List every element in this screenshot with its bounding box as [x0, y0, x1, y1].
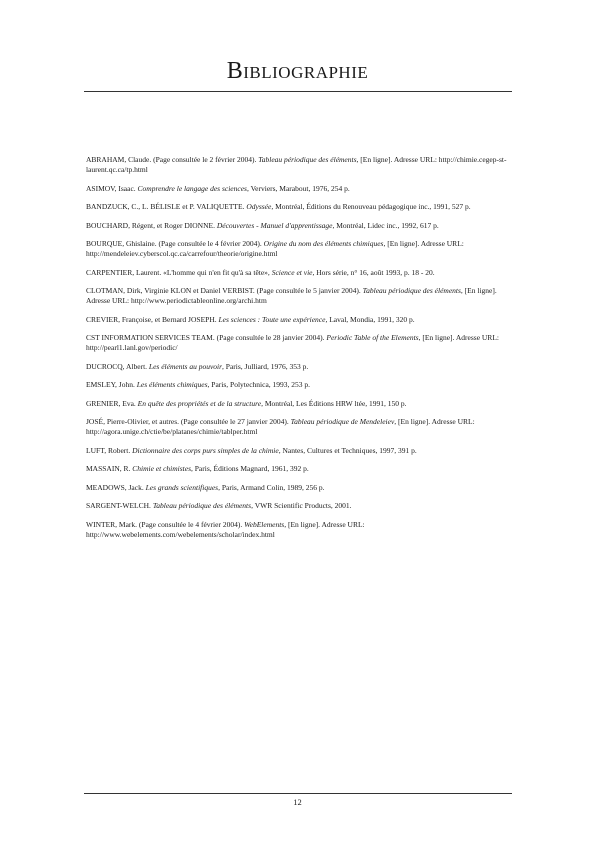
entry-title: Les éléments chimiques — [136, 380, 208, 389]
entry-title: Science et vie — [271, 267, 313, 277]
entry-title: Tableau périodique des éléments — [152, 501, 252, 510]
entry-title: Comprendre le langage des sciences — [137, 183, 247, 193]
entry-title: Découvertes - Manuel d'apprentissage — [216, 220, 333, 230]
entry-details: , Paris, Julliard, 1976, 353 p. — [222, 361, 309, 371]
entry-title: WebElements — [244, 519, 285, 529]
bibliography-entry — [86, 315, 512, 325]
bibliography-entry — [86, 184, 512, 194]
entry-details: , [En ligne]. Adresse URL: http://agora.unige.ch/ctie/be/platanes/chimie/tablper.html — [86, 417, 475, 436]
entry-author: BANDZUCK, C., L. BÉLISLE et P. VALIQUETTE. — [86, 202, 247, 211]
entry-author: ASIMOV, Isaac. — [86, 183, 138, 193]
entry-details: , Montréal, Éditions du Renouveau pédagogique inc., 1991, 527 p. — [271, 202, 471, 211]
bibliography-list — [86, 155, 512, 548]
bibliography-entry — [86, 333, 512, 353]
title-divider — [84, 91, 512, 92]
entry-details: , Montréal, Lidec inc., 1992, 617 p. — [332, 220, 439, 230]
entry-title: Les sciences : Toute une expérience — [218, 314, 326, 324]
entry-author: SARGENT-WELCH. — [86, 501, 153, 510]
entry-title: Origine du nom des éléments chimiques — [263, 239, 384, 248]
bibliography-entry — [86, 464, 512, 474]
entry-details: , [En ligne]. Adresse URL: http://pearl1.lanl.gov/periodic/ — [86, 333, 499, 352]
bibliography-entry — [86, 202, 512, 212]
bibliography-entry — [86, 268, 512, 278]
page-title-text: Bibliographie — [226, 58, 369, 84]
entry-author: BOURQUE, Ghislaine. (Page consultée le 4 février 2004). — [86, 239, 264, 248]
entry-details: , [En ligne]. Adresse URL: http://www.webelements.com/webelements/scholar/index.html — [86, 519, 365, 539]
bibliography-entry — [86, 399, 512, 409]
bibliography-entry — [86, 362, 512, 372]
bibliography-entry — [86, 286, 512, 306]
entry-details: , Paris, Armand Colin, 1989, 256 p. — [218, 482, 325, 492]
entry-title: Les éléments au pouvoir — [148, 361, 223, 371]
entry-title: Tableau périodique des éléments — [258, 155, 357, 164]
entry-author: ABRAHAM, Claude. (Page consultée le 2 février 2004). — [86, 155, 259, 164]
entry-title: Odyssée — [246, 202, 272, 211]
entry-author: BOUCHARD, Régent, et Roger DIONNE. — [86, 220, 217, 230]
entry-title: Dictionnaire des corps purs simples de la chimie — [132, 445, 279, 455]
bibliography-entry — [86, 501, 512, 511]
entry-title: Periodic Table of the Elements — [326, 333, 419, 342]
page-title — [0, 58, 595, 85]
bibliography-entry — [86, 446, 512, 456]
entry-author: GRENIER, Eva. — [86, 398, 138, 408]
entry-details: , [En ligne]. Adresse URL: http://www.periodictableonline.org/archi.htm — [86, 286, 497, 305]
entry-author: MASSAIN, R. — [86, 464, 133, 473]
entry-details: , Verviers, Marabout, 1976, 254 p. — [246, 183, 350, 193]
entry-author: CARPENTIER, Laurent. «L'homme qui n'en fit qu'à sa tête», — [86, 267, 272, 277]
entry-author: MEADOWS, Jack. — [86, 482, 146, 492]
entry-details: , Paris, Polytechnica, 1993, 253 p. — [207, 380, 311, 389]
entry-title: Tableau périodique des éléments — [362, 286, 461, 295]
footer-divider — [84, 793, 512, 794]
bibliography-entry — [86, 239, 512, 259]
entry-author: WINTER, Mark. (Page consultée le 4 février 2004). — [86, 519, 245, 529]
entry-title: En quête des propriétés et de la structure — [137, 398, 262, 408]
entry-author: CST INFORMATION SERVICES TEAM. (Page consultée le 28 janvier 2004). — [86, 333, 327, 342]
bibliography-entry — [86, 483, 512, 493]
page-number: 12 — [293, 797, 302, 807]
entry-details: , Paris, Éditions Magnard, 1961, 392 p. — [191, 464, 309, 473]
entry-author: CREVIER, Françoise, et Bernard JOSEPH. — [86, 314, 219, 324]
bibliography-entry — [86, 520, 512, 540]
entry-title: Les grands scientifiques — [145, 482, 219, 492]
entry-details: , Laval, Mondia, 1991, 320 p. — [325, 314, 415, 324]
entry-details: , [En ligne]. Adresse URL: http://mendeleiev.cyberscol.qc.ca/carrefour/theorie/origine.html — [86, 239, 464, 258]
entry-author: DUCROCQ, Albert. — [86, 361, 149, 371]
bibliography-entry — [86, 221, 512, 231]
entry-author: JOSÉ, Pierre-Olivier, et autres. (Page consultée le 27 janvier 2004). — [86, 417, 291, 426]
entry-title: Tableau périodique de Mendeleiev — [290, 417, 395, 426]
bibliography-entry — [86, 417, 512, 437]
entry-author: CLOTMAN, Dirk, Virginie KLON et Daniel VERBIST. (Page consultée le 5 janvier 2004). — [86, 286, 363, 295]
entry-title: Chimie et chimistes — [132, 464, 192, 473]
entry-details: , Hors série, n° 16, août 1993, p. 18 - 20. — [312, 267, 435, 277]
entry-details: , [En ligne]. Adresse URL: http://chimie.cegep-st-laurent.qc.ca/tp.html — [86, 155, 507, 174]
bibliography-entry — [86, 155, 512, 175]
entry-author: EMSLEY, John. — [86, 380, 137, 389]
entry-author: LUFT, Robert. — [86, 445, 133, 455]
entry-details: , VWR Scientific Products, 2001. — [251, 501, 352, 510]
entry-details: , Montréal, Les Éditions HRW ltée, 1991, 150 p. — [261, 398, 407, 408]
bibliography-entry — [86, 380, 512, 390]
entry-details: , Nantes, Cultures et Techniques, 1997, 391 p. — [278, 445, 417, 455]
